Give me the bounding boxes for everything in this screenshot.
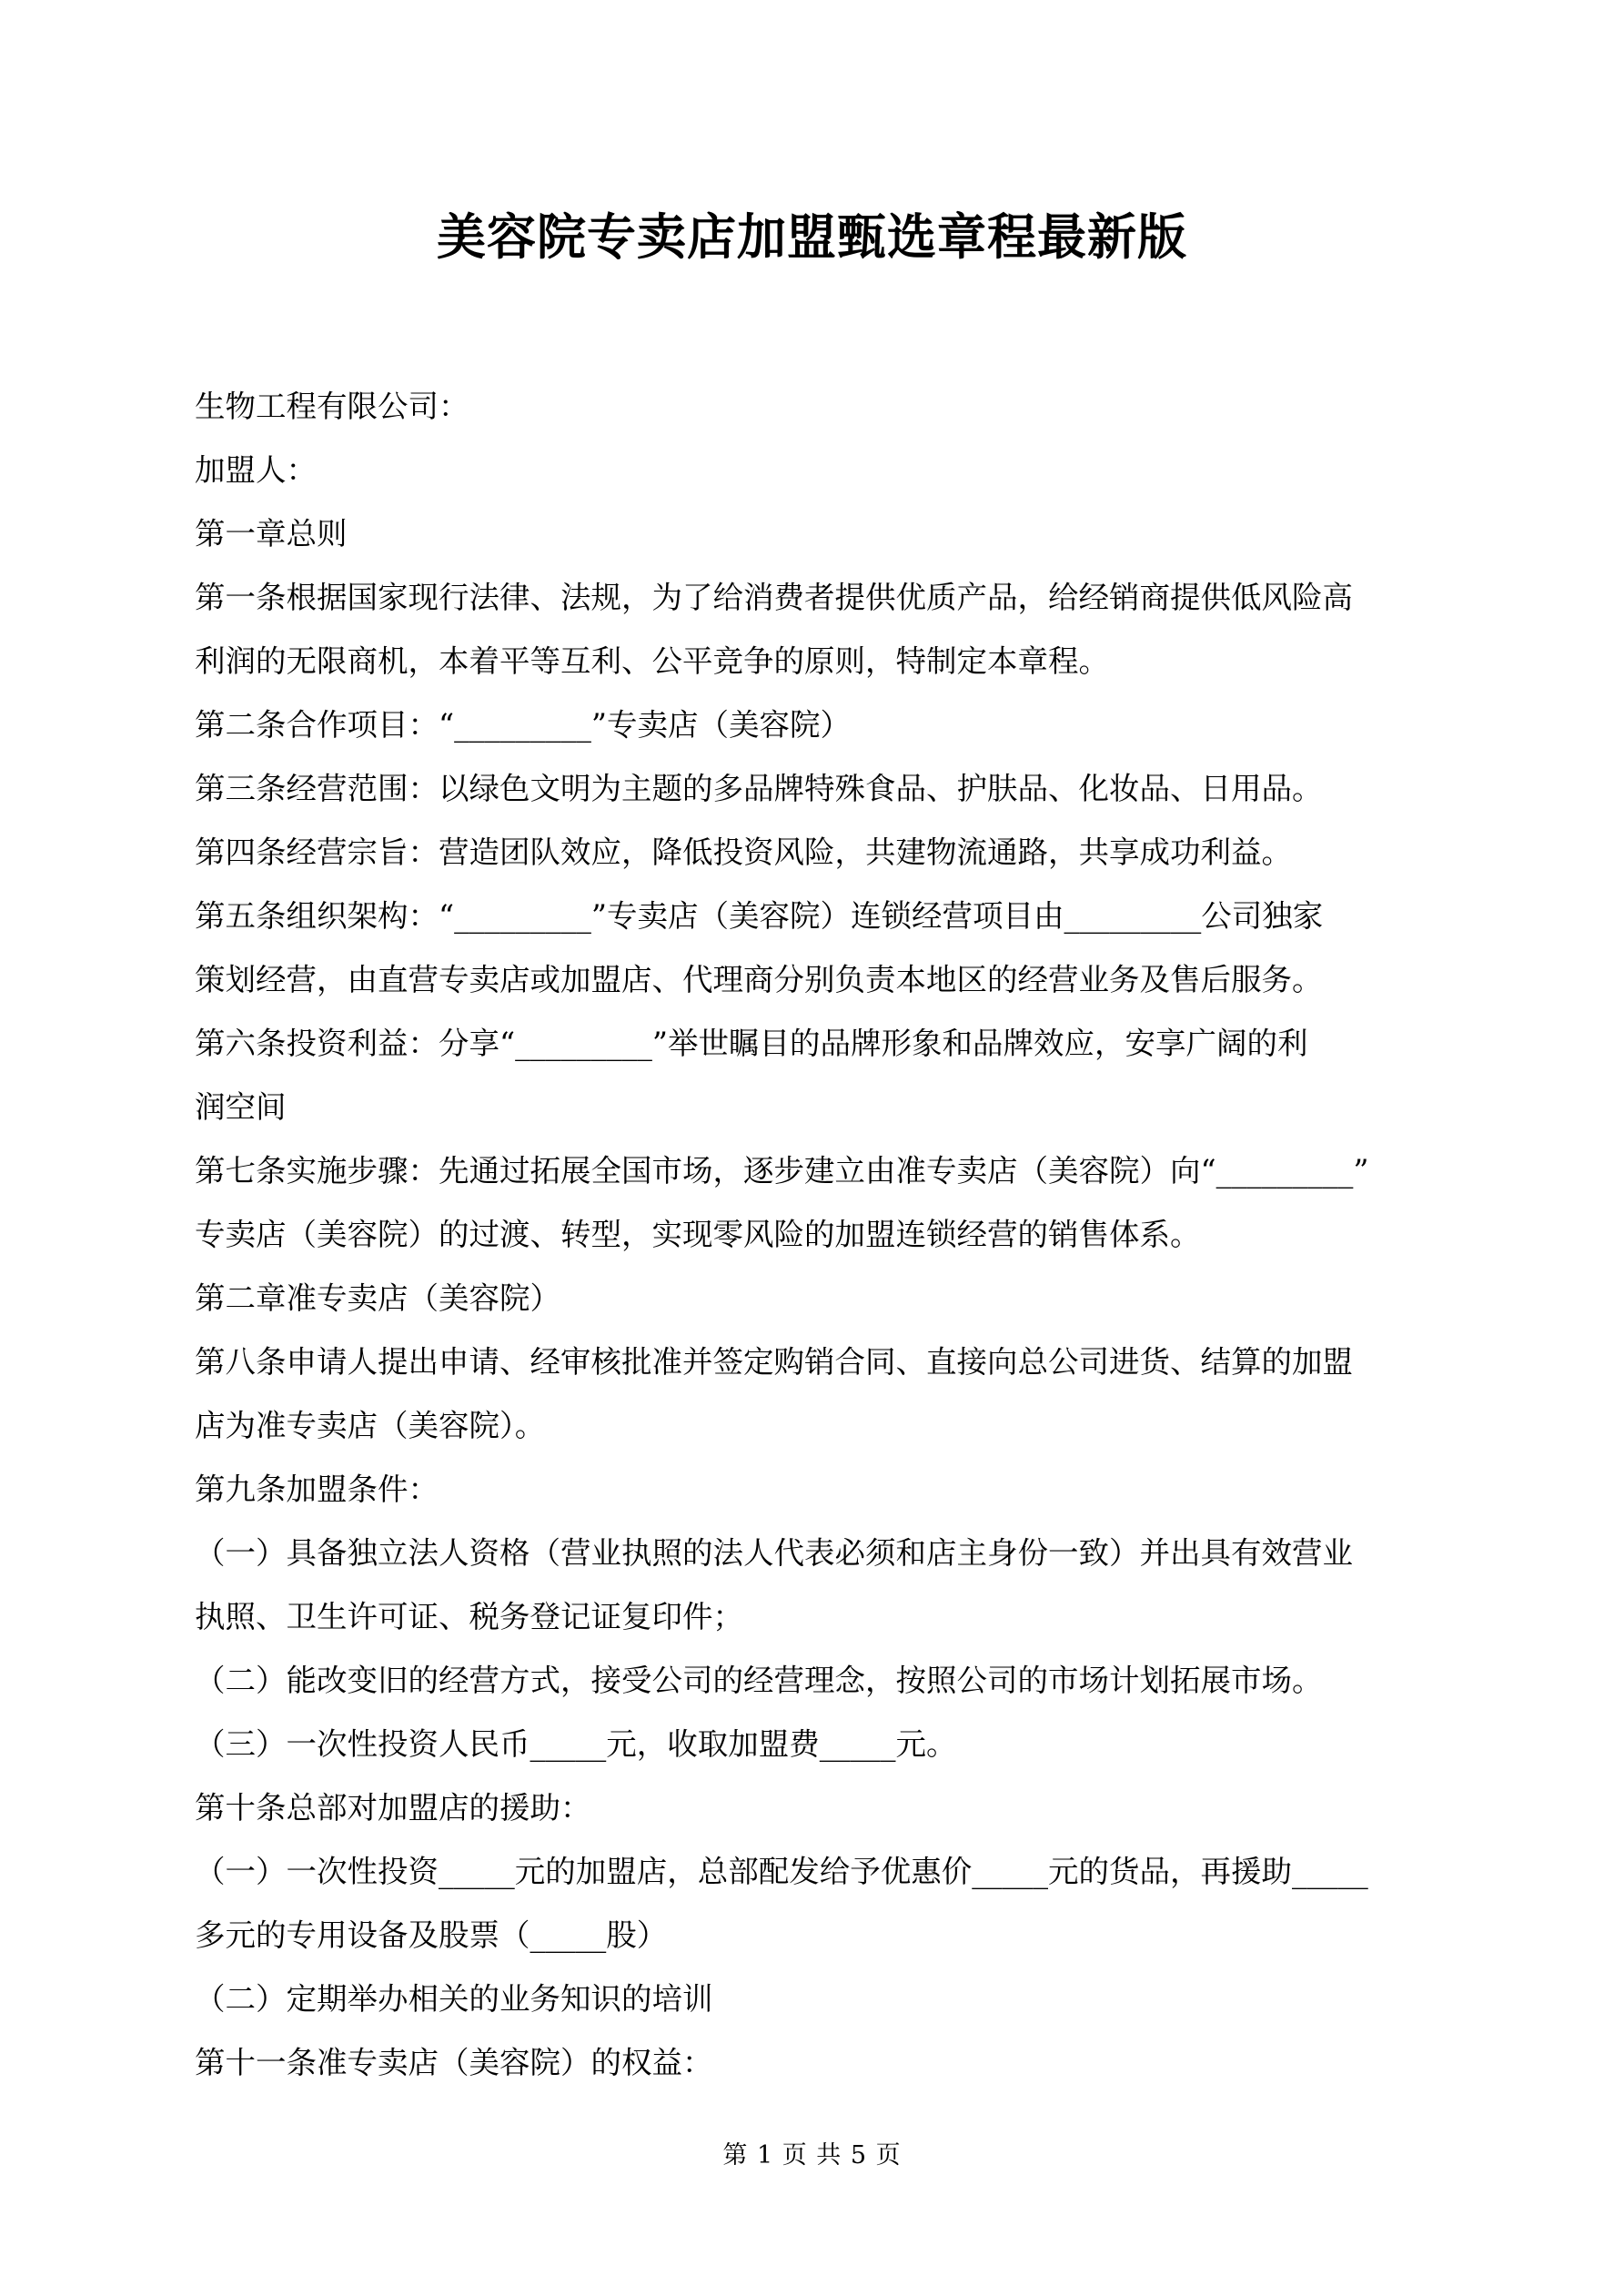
- body-line: 生物工程有限公司：: [195, 389, 469, 424]
- body-line: 执照、卫生许可证、税务登记证复印件；: [195, 1599, 743, 1634]
- body-line: 策划经营，由直营专卖店或加盟店、代理商分别负责本地区的经营业务及售后服务。: [195, 962, 1323, 997]
- body-line: 第四条经营宗旨：营造团队效应，降低投资风险，共建物流通路，共享成功利益。: [195, 834, 1292, 870]
- body-line: （一）一次性投资_____元的加盟店，总部配发给予优惠价_____元的货品，再援助_____: [195, 1854, 1368, 1889]
- body-line: （二）定期举办相关的业务知识的培训: [195, 1981, 713, 2017]
- body-line: 第十一条准专卖店（美容院）的权益：: [195, 2045, 713, 2080]
- body-line: （二）能改变旧的经营方式，接受公司的经营理念，按照公司的市场计划拓展市场。: [195, 1663, 1323, 1698]
- body-line: 第二章准专卖店（美容院）: [195, 1280, 560, 1316]
- body-line: 第六条投资利益：分享“_________”举世瞩目的品牌形象和品牌效应，安享广阔的利: [195, 1026, 1308, 1061]
- body-line: 第七条实施步骤：先通过拓展全国市场，逐步建立由准专卖店（美容院）向“_________”: [195, 1153, 1369, 1188]
- body-line: 加盟人：: [195, 452, 317, 488]
- body-line: 第五条组织架构：“_________”专卖店（美容院）连锁经营项目由_________公司独家: [195, 898, 1324, 934]
- body-line: 专卖店（美容院）的过渡、转型，实现零风险的加盟连锁经营的销售体系。: [195, 1217, 1201, 1252]
- document-title: 美容院专卖店加盟甄选章程最新版: [437, 207, 1187, 266]
- body-line: 店为准专卖店（美容院）。: [195, 1408, 546, 1443]
- page-number-footer: 第 1 页 共 5 页: [722, 2141, 902, 2170]
- body-line: 第一章总则: [195, 516, 348, 551]
- body-line: 第三条经营范围：以绿色文明为主题的多品牌特殊食品、护肤品、化妆品、日用品。: [195, 771, 1323, 806]
- body-line: 多元的专用设备及股票（_____股）: [195, 1917, 668, 1953]
- body-line: （一）具备独立法人资格（营业执照的法人代表必须和店主身份一致）并出具有效营业: [195, 1535, 1353, 1571]
- body-line: 润空间: [195, 1089, 287, 1125]
- body-line: 第十条总部对加盟店的援助：: [195, 1790, 591, 1826]
- body-line: 利润的无限商机，本着平等互利、公平竞争的原则，特制定本章程。: [195, 643, 1109, 679]
- document-body: [195, 375, 1442, 2095]
- body-line: 第八条申请人提出申请、经审核批准并签定购销合同、直接向总公司进货、结算的加盟: [195, 1344, 1353, 1380]
- body-line: 第二条合作项目：“_________”专卖店（美容院）: [195, 707, 852, 743]
- body-line: 第一条根据国家现行法律、法规，为了给消费者提供优质产品，给经销商提供低风险高: [195, 580, 1353, 615]
- body-line: （三）一次性投资人民币_____元，收取加盟费_____元。: [195, 1726, 957, 1762]
- body-line: 第九条加盟条件：: [195, 1472, 439, 1507]
